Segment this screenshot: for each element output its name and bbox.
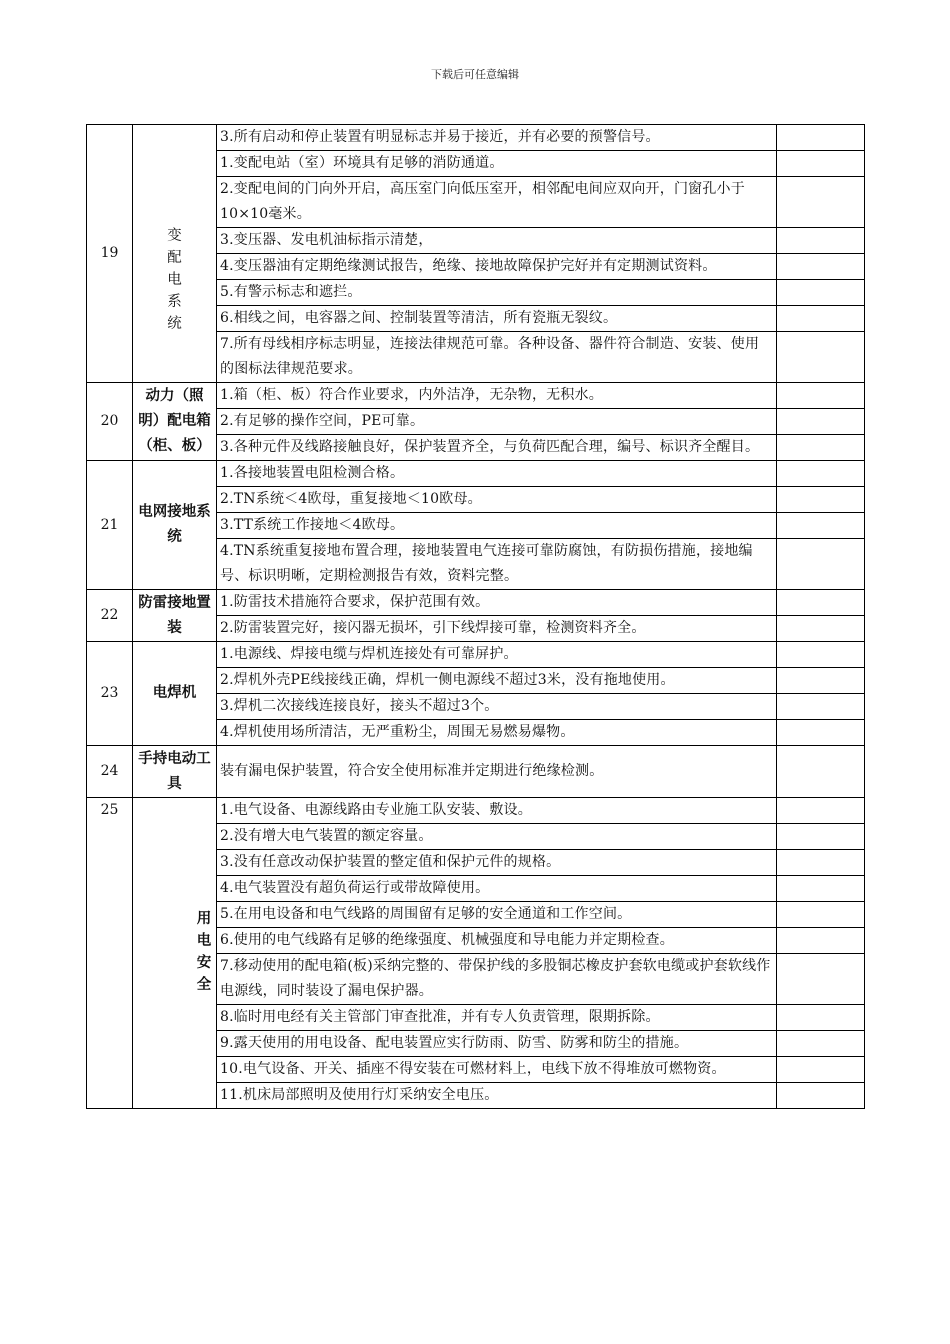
check-cell [777, 435, 865, 461]
category-label: 防雷接地置装 [133, 590, 217, 642]
item-text: 2.防雷装置完好，接闪器无损坏，引下线焊接可靠，检测资料齐全。 [217, 616, 777, 642]
item-text: 2.变配电间的门向外开启，高压室门向低压室开，相邻配电间应双向开，门窗孔小于10×10毫米。 [217, 177, 777, 228]
check-cell [777, 876, 865, 902]
item-text: 6.使用的电气线路有足够的绝缘强度、机械强度和导电能力并定期检查。 [217, 928, 777, 954]
category-cell [133, 798, 217, 1109]
category-label: 动力（照明）配电箱（柜、板） [133, 383, 217, 461]
check-cell [777, 280, 865, 306]
item-text: 7.所有母线相序标志明显，连接法律规范可靠。各种设备、器件符合制造、安装、使用的图标法律规范要求。 [217, 332, 777, 383]
check-cell [777, 720, 865, 746]
category-label: 用电安全 [196, 911, 212, 993]
check-cell [777, 254, 865, 280]
table-row [87, 125, 865, 151]
item-text: 2.TN系统＜4欧母，重复接地＜10欧母。 [217, 487, 777, 513]
check-cell [777, 642, 865, 668]
check-cell [777, 668, 865, 694]
item-text: 4.TN系统重复接地布置合理，接地装置电气连接可靠防腐蚀，有防损伤措施，接地编号、标识明晰，定期检测报告有效，资料完整。 [217, 539, 777, 590]
item-text: 5.在用电设备和电气线路的周围留有足够的安全通道和工作空间。 [217, 902, 777, 928]
table-row [87, 383, 865, 409]
table-row [87, 590, 865, 616]
category-label: 手持电动工具 [133, 746, 217, 798]
item-text: 8.临时用电经有关主管部门审查批准，并有专人负责管理，限期拆除。 [217, 1005, 777, 1031]
item-number: 19 [87, 125, 133, 383]
check-cell [777, 409, 865, 435]
check-cell [777, 151, 865, 177]
item-text: 11.机床局部照明及使用行灯采纳安全电压。 [217, 1083, 777, 1109]
check-cell [777, 332, 865, 383]
page-header: 下载后可任意编辑 [431, 68, 519, 81]
check-cell [777, 1005, 865, 1031]
item-text: 2.没有增大电气装置的额定容量。 [217, 824, 777, 850]
check-cell [777, 306, 865, 332]
item-text: 1.防雷技术措施符合要求，保护范围有效。 [217, 590, 777, 616]
item-text: 10.电气设备、开关、插座不得安装在可燃材料上，电线下放不得堆放可燃物资。 [217, 1057, 777, 1083]
item-number: 22 [87, 590, 133, 642]
item-number: 25 [87, 798, 133, 1109]
check-cell [777, 539, 865, 590]
item-text: 3.各种元件及线路接触良好，保护装置齐全，与负荷匹配合理，编号、标识齐全醒目。 [217, 435, 777, 461]
item-text: 1.各接地装置电阻检测合格。 [217, 461, 777, 487]
check-cell [777, 694, 865, 720]
check-cell [777, 590, 865, 616]
item-text: 3.所有启动和停止装置有明显标志并易于接近，并有必要的预警信号。 [217, 125, 777, 151]
category-label: 变配电系统 [167, 228, 182, 332]
check-cell [777, 228, 865, 254]
check-cell [777, 850, 865, 876]
item-text: 2.焊机外壳PE线接线正确，焊机一侧电源线不超过3米，没有拖地使用。 [217, 668, 777, 694]
table-row [87, 461, 865, 487]
check-cell [777, 616, 865, 642]
item-number: 23 [87, 642, 133, 746]
category-label: 电焊机 [133, 642, 217, 746]
item-text: 装有漏电保护装置，符合安全使用标准并定期进行绝缘检测。 [217, 746, 777, 798]
check-cell [777, 177, 865, 228]
item-text: 1.电源线、焊接电缆与焊机连接处有可靠屏护。 [217, 642, 777, 668]
check-cell [777, 513, 865, 539]
check-cell [777, 928, 865, 954]
item-number: 24 [87, 746, 133, 798]
item-text: 3.焊机二次接线连接良好，接头不超过3个。 [217, 694, 777, 720]
item-text: 1.箱（柜、板）符合作业要求，内外洁净，无杂物，无积水。 [217, 383, 777, 409]
item-text: 2.有足够的操作空间，PE可靠。 [217, 409, 777, 435]
category-cell [133, 125, 217, 383]
item-text: 4.焊机使用场所清洁，无严重粉尘，周围无易燃易爆物。 [217, 720, 777, 746]
item-text: 7.移动使用的配电箱(板)采纳完整的、带保护线的多股铜芯橡皮护套软电缆或护套软线作电源线，同时装设了漏电保护器。 [217, 954, 777, 1005]
check-cell [777, 902, 865, 928]
item-text: 4.变压器油有定期绝缘测试报告，绝缘、接地故障保护完好并有定期测试资料。 [217, 254, 777, 280]
item-text: 3.TT系统工作接地＜4欧母。 [217, 513, 777, 539]
item-text: 4.电气装置没有超负荷运行或带故障使用。 [217, 876, 777, 902]
check-cell [777, 461, 865, 487]
check-cell [777, 125, 865, 151]
item-number: 20 [87, 383, 133, 461]
item-number: 21 [87, 461, 133, 590]
item-text: 1.变配电站（室）环境具有足够的消防通道。 [217, 151, 777, 177]
item-text: 3.变压器、发电机油标指示清楚， [217, 228, 777, 254]
table-row [87, 746, 865, 798]
table-row [87, 642, 865, 668]
category-label: 电网接地系统 [133, 461, 217, 590]
check-cell [777, 1083, 865, 1109]
check-cell [777, 487, 865, 513]
check-cell [777, 383, 865, 409]
item-text: 5.有警示标志和遮拦。 [217, 280, 777, 306]
check-cell [777, 1031, 865, 1057]
item-text: 1.电气设备、电源线路由专业施工队安装、敷设。 [217, 798, 777, 824]
check-cell [777, 1057, 865, 1083]
check-cell [777, 746, 865, 798]
check-cell [777, 798, 865, 824]
item-text: 3.没有任意改动保护装置的整定值和保护元件的规格。 [217, 850, 777, 876]
item-text: 9.露天使用的用电设备、配电装置应实行防雨、防雪、防雾和防尘的措施。 [217, 1031, 777, 1057]
check-cell [777, 824, 865, 850]
table-row [87, 798, 865, 824]
check-cell [777, 954, 865, 1005]
item-text: 6.相线之间，电容器之间、控制装置等清洁，所有瓷瓶无裂纹。 [217, 306, 777, 332]
inspection-table [86, 124, 865, 1109]
